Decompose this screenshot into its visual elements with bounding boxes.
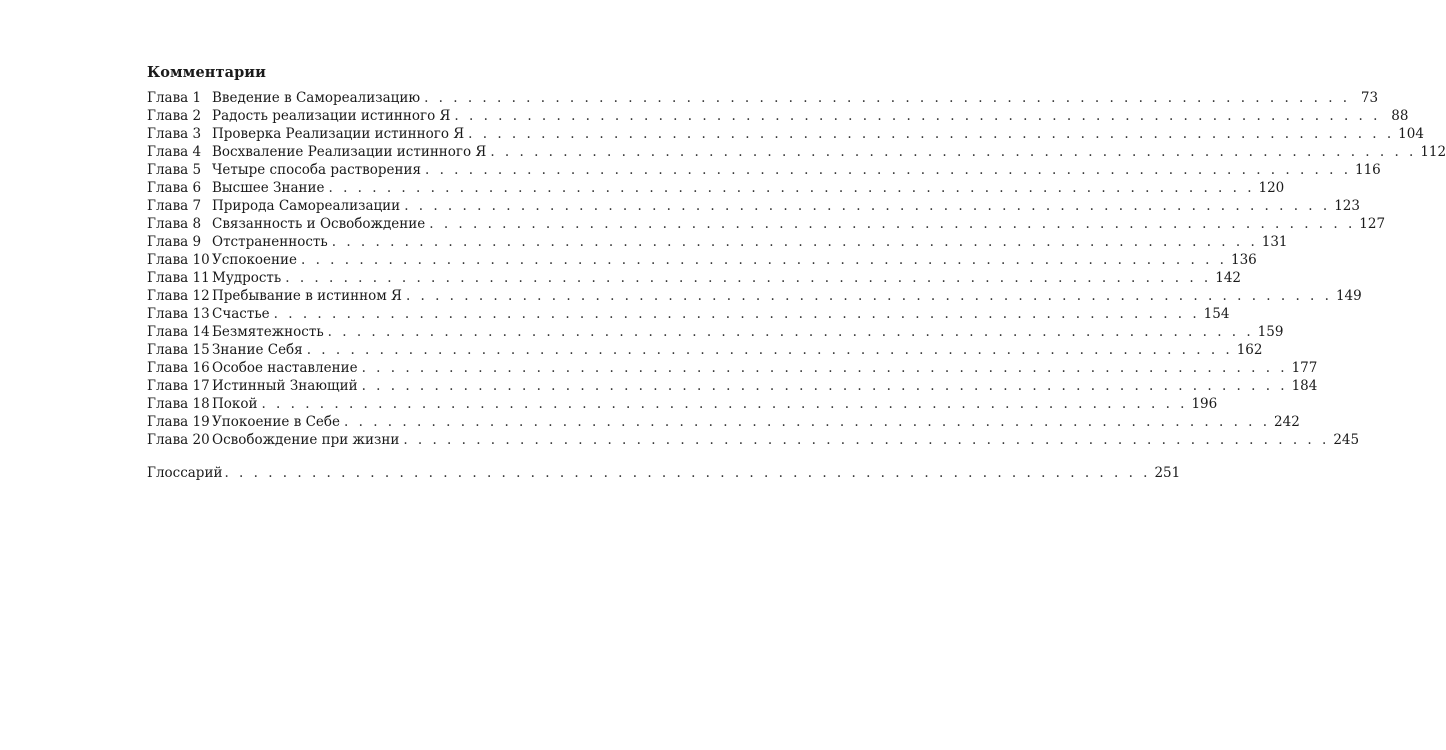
chapter-label: Глава 2 [147,108,202,124]
chapter-page-number: 162 [1236,342,1263,358]
chapter-page-number: 123 [1334,198,1360,214]
chapter-title: Высшее Знание [212,180,325,196]
toc-entry [212,143,1416,161]
toc-row[interactable] [147,143,1446,161]
chapter-label: Глава 12 [147,288,210,304]
chapter-label: Глава 6 [147,180,202,196]
chapter-title: Мудрость [212,270,282,286]
toc-row[interactable] [147,125,1424,143]
chapter-title: Пребывание в истинном Я [212,288,402,304]
chapter-label: Глава 19 [147,414,210,430]
toc-row[interactable] [147,197,1360,215]
toc-entry [212,269,1211,287]
dot-leader [406,287,1332,305]
chapter-page-number: 154 [1203,306,1230,322]
chapter-page-number: 112 [1420,144,1446,160]
chapter-page-number: 131 [1261,234,1288,250]
chapter-title: Четыре способа растворения [212,162,421,178]
dot-leader [468,125,1394,143]
toc-entry [212,395,1187,413]
toc-entry [212,179,1255,197]
dot-leader [454,107,1380,125]
toc-row[interactable] [147,323,1284,341]
toc-entry [212,377,1288,395]
chapter-label: Глава 10 [147,252,210,268]
chapter-label: Глава 14 [147,324,210,340]
toc-entry [147,464,1150,482]
chapter-label: Глава 15 [147,342,210,358]
chapter-title: Восхваление Реализации истинного Я [212,144,487,160]
chapter-page-number: 196 [1191,396,1218,412]
toc-entry [212,287,1332,305]
toc-entry [212,107,1380,125]
chapter-page-number: 104 [1398,126,1424,142]
chapter-title: Введение в Самореализацию [212,90,421,106]
toc-row[interactable] [147,107,1409,125]
chapter-page-number: 116 [1355,162,1381,178]
dot-leader [404,197,1330,215]
chapter-title: Покой [212,396,258,412]
toc-entry [212,413,1270,431]
chapter-title: Освобождение при жизни [212,432,400,448]
dot-leader [329,179,1255,197]
chapter-label: Глава 3 [147,126,202,142]
toc-entry [212,161,1351,179]
toc-entry [212,323,1254,341]
chapter-page-number: 149 [1335,288,1362,304]
dot-leader [362,377,1288,395]
chapter-page-number: 88 [1391,108,1409,124]
chapter-label: Глава 11 [147,270,210,286]
dot-leader [425,161,1351,179]
chapter-label: Глава 1 [147,90,202,106]
toc-row[interactable] [147,179,1285,197]
table-of-contents [147,89,1446,449]
chapter-title: Истинный Знающий [212,378,358,394]
toc-row[interactable] [147,413,1300,431]
chapter-page-number: 120 [1258,180,1285,196]
chapter-page-number: 177 [1291,360,1318,376]
section-title: Комментарии [147,64,267,81]
toc-entry [212,251,1227,269]
toc-row[interactable] [147,89,1379,107]
toc-row[interactable] [147,359,1318,377]
dot-leader [274,305,1200,323]
dot-leader [301,251,1227,269]
dot-leader [403,431,1329,449]
dot-leader [490,143,1416,161]
glossary-entry [147,464,1181,482]
toc-row[interactable] [147,215,1386,233]
glossary-page-number: 251 [1154,465,1181,481]
chapter-label: Глава 8 [147,216,202,232]
chapter-title: Успокоение [212,252,297,268]
toc-row[interactable] [147,251,1257,269]
chapter-label: Глава 17 [147,378,210,394]
dot-leader [261,395,1187,413]
chapter-label: Глава 4 [147,144,202,160]
toc-entry [212,341,1233,359]
chapter-title: Безмятежность [212,324,324,340]
toc-row-glossary[interactable] [147,464,1181,482]
chapter-title: Знание Себя [212,342,303,358]
chapter-title: Отстраненность [212,234,328,250]
toc-entry [212,359,1288,377]
toc-row[interactable] [147,287,1362,305]
chapter-title: Упокоение в Себе [212,414,341,430]
chapter-title: Радость реализации истинного Я [212,108,451,124]
chapter-page-number: 242 [1274,414,1300,430]
chapter-page-number: 184 [1291,378,1318,394]
toc-row[interactable] [147,269,1242,287]
toc-entry [212,125,1394,143]
chapter-page-number: 142 [1215,270,1242,286]
chapter-label: Глава 7 [147,198,202,214]
glossary-title: Глоссарий [147,465,223,481]
dot-leader [429,215,1355,233]
chapter-title: Проверка Реализации истинного Я [212,126,465,142]
toc-row[interactable] [147,431,1360,449]
dot-leader [362,359,1288,377]
chapter-title: Связанность и Освобождение [212,216,426,232]
toc-row[interactable] [147,161,1381,179]
chapter-label: Глава 5 [147,162,202,178]
chapter-page-number: 73 [1360,90,1379,106]
toc-row[interactable] [147,305,1230,323]
toc-entry [212,89,1350,107]
toc-row[interactable] [147,377,1318,395]
chapter-page-number: 159 [1257,324,1284,340]
chapter-label: Глава 20 [147,432,210,448]
dot-leader [424,89,1350,107]
dot-leader [285,269,1211,287]
chapter-title: Счастье [212,306,270,322]
toc-row[interactable] [147,395,1218,413]
dot-leader [344,413,1270,431]
dot-leader [328,323,1254,341]
chapter-page-number: 136 [1230,252,1257,268]
toc-entry [212,431,1329,449]
chapter-title: Особое наставление [212,360,358,376]
chapter-page-number: 245 [1333,432,1360,448]
toc-row[interactable] [147,341,1263,359]
chapter-page-number: 127 [1359,216,1386,232]
toc-entry [212,305,1200,323]
dot-leader [224,464,1150,482]
chapter-label: Глава 16 [147,360,210,376]
toc-row[interactable] [147,233,1288,251]
chapter-label: Глава 13 [147,306,210,322]
chapter-label: Глава 9 [147,234,202,250]
toc-entry [212,197,1330,215]
dot-leader [307,341,1233,359]
toc-entry [212,215,1355,233]
chapter-title: Природа Самореализации [212,198,401,214]
dot-leader [332,233,1258,251]
toc-entry [212,233,1258,251]
chapter-label: Глава 18 [147,396,210,412]
